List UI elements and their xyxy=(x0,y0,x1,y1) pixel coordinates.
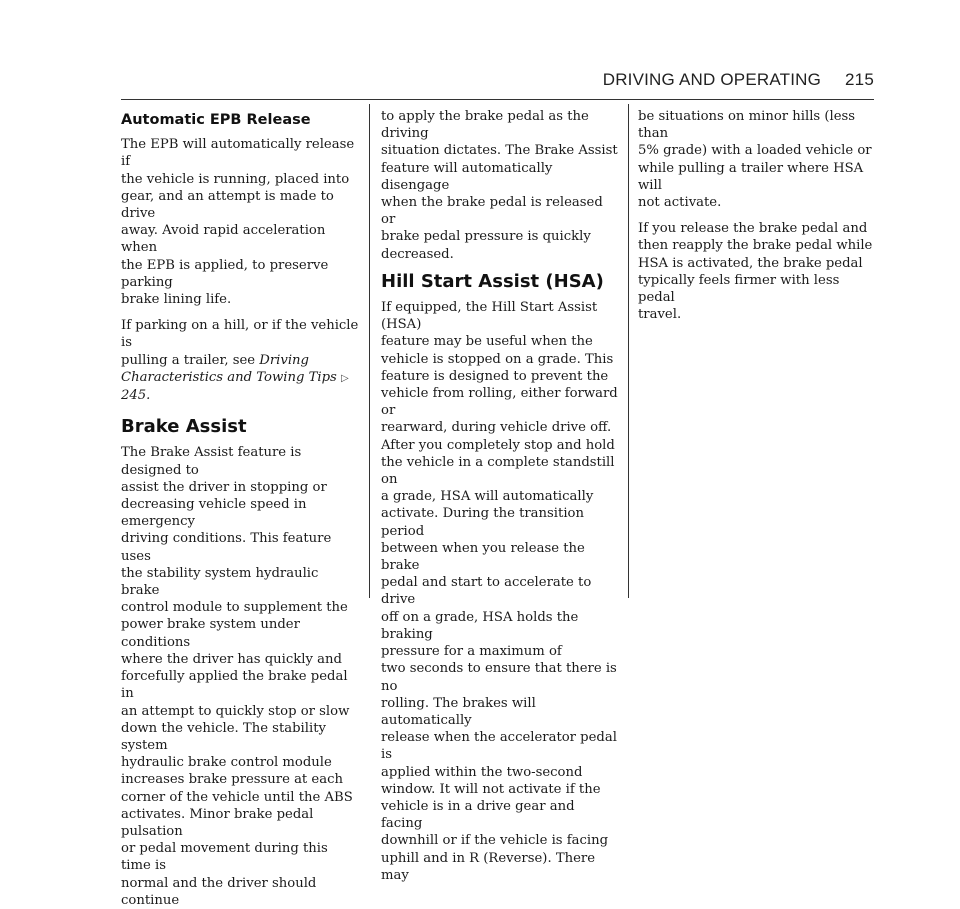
column-divider-1 xyxy=(369,104,370,598)
cross-reference-link[interactable]: Driving Characteristics and Towing Tips xyxy=(121,352,337,385)
paragraph-hsa-continued: be situations on minor hills (less than 5% grade) with a loaded vehicle or while pulling a trailer where HSA will not activate. xyxy=(638,109,872,211)
page-header xyxy=(0,70,874,90)
paragraph-epb-release: The EPB will automatically release if the vehicle is running, placed into gear, and an attempt is made to drive away. Avoid rapid acceleration when the EPB is applied, to preserve parking brake lining life. xyxy=(121,137,355,308)
heading-brake-assist: Brake Assist xyxy=(121,416,247,438)
cross-reference-page[interactable]: 245. xyxy=(121,388,151,404)
heading-automatic-epb-release: Automatic EPB Release xyxy=(121,112,311,128)
hill-parking-text: If parking on a hill, or if the vehicle is pulling a trailer, see xyxy=(121,318,359,368)
page-reference-arrow-icon: ▷ xyxy=(341,372,349,384)
heading-hill-start-assist: Hill Start Assist (HSA) xyxy=(381,270,604,292)
column-2 xyxy=(381,108,619,884)
column-3 xyxy=(638,108,876,332)
header-rule xyxy=(121,99,874,100)
column-1 xyxy=(121,108,359,909)
section-title: DRIVING AND OPERATING xyxy=(602,70,822,89)
paragraph-brake-assist-continued: to apply the brake pedal as the driving situation dictates. The Brake Assist feature will automatically disengage when the brake pedal is released or brake pedal pressure is quickly decreased. xyxy=(381,109,618,262)
paragraph-hsa: If equipped, the Hill Start Assist (HSA) feature may be useful when the vehicle is stopped on a grade. This feature is designed to prevent the vehicle from rolling, either forward or rearward, during vehicle drive off. After you completely stop and hold the vehicle in a complete standstill on a grade, HSA will automatically activate. During the transition period between when you release the brake pedal and start to accelerate to drive off on a grade, HSA holds the braking pressure for a maximum of two seconds to ensure that there is no rolling. The brakes will automatically release when the accelerator pedal is applied within the two-second window. It will not activate if the vehicle is in a drive gear and facing downhill or if the vehicle is facing uphill and in R (Reverse). There may xyxy=(381,300,618,883)
paragraph-hill-parking xyxy=(121,317,359,404)
page-number: 215 xyxy=(845,70,874,89)
paragraph-brake-assist: The Brake Assist feature is designed to assist the driver in stopping or decreasing vehicle speed in emergency driving conditions. This feature uses the stability system hydraulic brake control module to supplement the power brake system under conditions where the driver has quickly and forcefully applied the brake pedal in an attempt to quickly stop or slow down the vehicle. The stability system hydraulic brake control module increases brake pressure at each corner of the vehicle until the ABS activates. Minor brake pedal pulsation or pedal movement during this time is normal and the driver should continue xyxy=(121,445,353,908)
paragraph-hsa-reapply: If you release the brake pedal and then reapply the brake pedal while HSA is activated, the brake pedal typically feels firmer with less pedal travel. xyxy=(638,221,873,323)
column-divider-2 xyxy=(628,104,629,598)
